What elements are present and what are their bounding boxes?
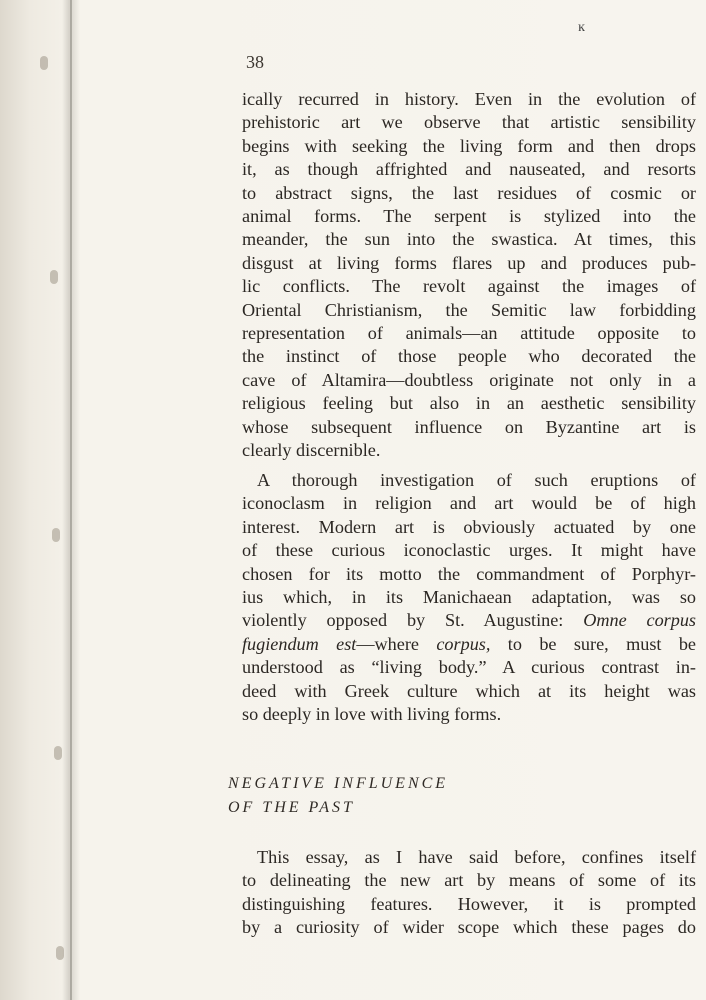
corner-mark: ĸ	[578, 20, 585, 35]
page-number: 38	[246, 52, 264, 72]
text-line: interest. Modern art is obviously actuated by one	[242, 516, 696, 537]
text-line: ically recurred in history. Even in the evolution of	[242, 89, 696, 109]
paragraph-3	[242, 846, 696, 940]
latin-phrase: fugiendum est	[242, 633, 357, 654]
text-segment: violently opposed by St. Augustine:	[242, 610, 564, 631]
text-line: prehistoric art we observe that artistic sensibility	[242, 112, 696, 133]
text-line: it, as though affrighted and nauseated, and resorts	[242, 159, 696, 180]
paragraph-2	[242, 469, 696, 726]
text-line: chosen for its motto the commandment of Porphyr-	[242, 563, 696, 584]
text-line: disgust at living forms flares up and produces pub-	[242, 252, 696, 273]
text-line: representation of animals—an attitude opposite to	[242, 323, 696, 344]
text-line: animal forms. The serpent is stylized into the	[242, 206, 696, 227]
spine-mark	[52, 528, 60, 542]
text-line: to delineating the new art by means of some of its	[242, 870, 696, 891]
spine-mark	[40, 56, 48, 70]
heading-line: OF THE PAST	[228, 799, 355, 816]
text-line: lic conflicts. The revolt against the images of	[242, 276, 696, 297]
spine-mark	[54, 746, 62, 760]
text-line: Oriental Christianism, the Semitic law forbidding	[242, 299, 696, 320]
text-segment: —where	[356, 633, 419, 654]
latin-word: corpus,	[436, 633, 491, 654]
text-line: clearly discernible.	[242, 440, 381, 461]
text-line: to abstract signs, the last residues of cosmic or	[242, 182, 696, 203]
text-line: religious feeling but also in an aesthetic sensibility	[242, 393, 696, 414]
text-line: by a curiosity of wider scope which these pages do	[242, 917, 696, 938]
text-line: understood as “living body.” A curious contrast in-	[242, 657, 696, 678]
text-line	[242, 609, 696, 632]
text-segment: to be sure, must be	[507, 633, 696, 654]
paragraph-1	[242, 88, 696, 463]
text-line: begins with seeking the living form and then drops	[242, 135, 696, 156]
text-line: ius which, in its Manichaean adaptation, was so	[242, 587, 696, 608]
spine-mark	[56, 946, 64, 960]
text-line: This essay, as I have said before, confines itself	[257, 847, 696, 867]
text-line: of these curious iconoclastic urges. It might have	[242, 540, 696, 561]
text-line: whose subsequent influence on Byzantine art is	[242, 416, 696, 437]
text-line: distinguishing features. However, it is prompted	[242, 893, 696, 914]
text-line: meander, the sun into the swastica. At times, this	[242, 229, 696, 250]
text-line: iconoclasm in religion and art would be of high	[242, 493, 696, 514]
spine-fold	[70, 0, 72, 1000]
text-line: deed with Greek culture which at its height was	[242, 680, 696, 701]
text-line: so deeply in love with living forms.	[242, 704, 502, 725]
text-line: the instinct of those people who decorated the	[242, 346, 696, 367]
latin-phrase: Omne corpus	[583, 610, 697, 631]
text-line: A thorough investigation of such eruptions of	[257, 470, 696, 490]
text-line	[242, 633, 696, 656]
heading-line: NEGATIVE INFLUENCE	[228, 775, 449, 792]
text-line: cave of Altamira—doubtless originate not only in a	[242, 369, 696, 390]
spine-mark	[50, 270, 58, 284]
section-heading	[228, 772, 448, 820]
